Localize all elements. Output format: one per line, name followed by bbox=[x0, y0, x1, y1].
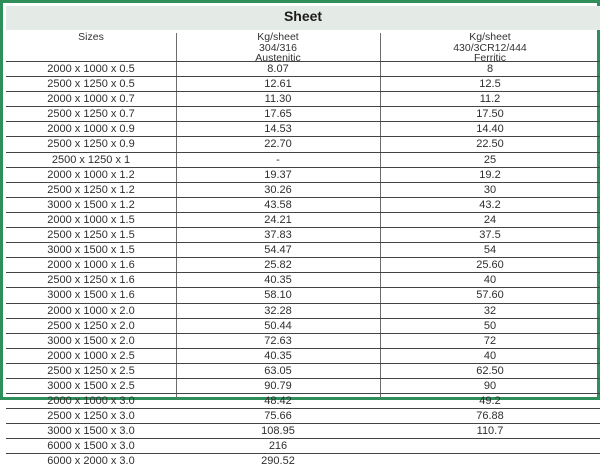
size-cell: 3000 x 1500 x 3.0 bbox=[47, 425, 135, 438]
austenitic-weight-cell: 63.05 bbox=[264, 364, 292, 377]
ferritic-weight-cell: 76.88 bbox=[476, 410, 504, 423]
table-row bbox=[6, 121, 600, 136]
table-row bbox=[6, 152, 600, 167]
size-cell: 6000 x 1500 x 3.0 bbox=[47, 440, 135, 453]
table-row bbox=[6, 227, 600, 242]
size-cell: 3000 x 1500 x 1.5 bbox=[47, 244, 135, 257]
size-cell: 2000 x 1000 x 1.5 bbox=[47, 213, 135, 226]
table-header bbox=[6, 30, 600, 64]
column-header-ferritic bbox=[380, 30, 600, 63]
table-row bbox=[6, 136, 600, 151]
size-cell: 6000 x 2000 x 3.0 bbox=[47, 455, 135, 468]
table-row bbox=[6, 408, 600, 423]
austenitic-weight-cell: 11.30 bbox=[264, 93, 292, 106]
size-cell: 2000 x 1000 x 0.9 bbox=[47, 123, 135, 136]
austenitic-weight-cell: 37.83 bbox=[264, 229, 292, 242]
table-row bbox=[6, 363, 600, 378]
austenitic-weight-cell: 24.21 bbox=[264, 213, 292, 226]
column-header-austenitic bbox=[176, 30, 380, 63]
ferritic-weight-cell bbox=[380, 439, 600, 453]
table-row bbox=[6, 167, 600, 182]
size-cell: 2500 x 1250 x 0.7 bbox=[47, 108, 135, 121]
ferritic-weight-cell: 37.5 bbox=[479, 229, 501, 242]
ferritic-weight-cell: 54 bbox=[483, 244, 497, 257]
ferritic-weight-cell: 40 bbox=[483, 274, 497, 287]
size-cell: 2500 x 1250 x 1.6 bbox=[47, 274, 135, 287]
header-line: 304/316 bbox=[259, 41, 297, 54]
table-row bbox=[6, 287, 600, 302]
table-body bbox=[6, 61, 600, 469]
ferritic-weight-cell: 40 bbox=[483, 349, 497, 362]
austenitic-weight-cell: 75.66 bbox=[264, 410, 292, 423]
table-row bbox=[6, 333, 600, 348]
austenitic-weight-cell: 40.35 bbox=[264, 349, 292, 362]
table-row bbox=[6, 453, 600, 468]
austenitic-weight-cell: 290.52 bbox=[261, 455, 295, 468]
size-cell: 2000 x 1000 x 2.0 bbox=[47, 304, 135, 317]
austenitic-weight-cell: 40.35 bbox=[264, 274, 292, 287]
ferritic-weight-cell: 90 bbox=[483, 379, 497, 392]
header-line: Ferritic bbox=[473, 52, 507, 64]
table-row bbox=[6, 76, 600, 91]
table-row bbox=[6, 197, 600, 212]
ferritic-weight-cell: 43.2 bbox=[479, 198, 501, 211]
ferritic-weight-cell: 22.50 bbox=[476, 138, 504, 151]
size-cell: 2500 x 1250 x 0.5 bbox=[47, 78, 135, 91]
austenitic-weight-cell: 50.44 bbox=[264, 319, 292, 332]
austenitic-weight-cell: 14.53 bbox=[264, 123, 292, 136]
ferritic-weight-cell: 25.60 bbox=[476, 259, 504, 272]
austenitic-weight-cell: 17.65 bbox=[264, 108, 292, 121]
size-cell: 3000 x 1500 x 2.5 bbox=[47, 379, 135, 392]
ferritic-weight-cell: 30 bbox=[483, 183, 497, 196]
table-row bbox=[6, 242, 600, 257]
ferritic-weight-cell: 25 bbox=[483, 153, 497, 166]
ferritic-weight-cell: 72 bbox=[483, 334, 497, 347]
table-row bbox=[6, 61, 600, 76]
size-cell: 2000 x 1000 x 2.5 bbox=[47, 349, 135, 362]
ferritic-weight-cell: 49.2 bbox=[479, 395, 501, 408]
ferritic-weight-cell: 62.50 bbox=[476, 364, 504, 377]
austenitic-weight-cell: - bbox=[276, 153, 280, 166]
table-row bbox=[6, 182, 600, 197]
ferritic-weight-cell: 17.50 bbox=[476, 108, 504, 121]
size-cell: 2500 x 1250 x 1.2 bbox=[47, 183, 135, 196]
table-row bbox=[6, 318, 600, 333]
size-cell: 2000 x 1000 x 1.2 bbox=[47, 168, 135, 181]
table-row bbox=[6, 348, 600, 363]
austenitic-weight-cell: 19.37 bbox=[264, 168, 292, 181]
austenitic-weight-cell: 30.26 bbox=[264, 183, 292, 196]
ferritic-weight-cell: 12.5 bbox=[479, 78, 501, 91]
austenitic-weight-cell: 25.82 bbox=[264, 259, 292, 272]
austenitic-weight-cell: 58.10 bbox=[264, 289, 292, 302]
table-row bbox=[6, 272, 600, 287]
ferritic-weight-cell: 19.2 bbox=[479, 168, 501, 181]
size-cell: 2500 x 1250 x 1 bbox=[51, 153, 131, 166]
size-cell: 2000 x 1000 x 1.6 bbox=[47, 259, 135, 272]
ferritic-weight-cell: 8 bbox=[486, 63, 494, 75]
ferritic-weight-cell: 24 bbox=[483, 213, 497, 226]
header-line: Sizes bbox=[78, 31, 104, 43]
table-row bbox=[6, 378, 600, 393]
size-cell: 3000 x 1500 x 2.0 bbox=[47, 334, 135, 347]
header-line: Kg/sheet bbox=[469, 31, 511, 43]
size-cell: 2000 x 1000 x 0.5 bbox=[47, 63, 135, 75]
table-title: Sheet bbox=[6, 6, 600, 30]
austenitic-weight-cell: 8.07 bbox=[267, 63, 289, 75]
austenitic-weight-cell: 108.95 bbox=[261, 425, 295, 438]
table-row bbox=[6, 423, 600, 438]
table-row bbox=[6, 438, 600, 453]
size-cell: 2500 x 1250 x 3.0 bbox=[47, 410, 135, 423]
ferritic-weight-cell: 57.60 bbox=[476, 289, 504, 302]
header-line: 430/3CR12/444 bbox=[453, 41, 527, 54]
ferritic-weight-cell bbox=[380, 454, 600, 468]
header-line: Kg/sheet bbox=[257, 31, 299, 43]
austenitic-weight-cell: 22.70 bbox=[264, 138, 292, 151]
size-cell: 3000 x 1500 x 1.6 bbox=[47, 289, 135, 302]
table-row bbox=[6, 91, 600, 106]
table-row bbox=[6, 257, 600, 272]
size-cell: 2000 x 1000 x 3.0 bbox=[47, 395, 135, 408]
ferritic-weight-cell: 110.7 bbox=[476, 425, 504, 438]
austenitic-weight-cell: 48.42 bbox=[264, 395, 292, 408]
ferritic-weight-cell: 11.2 bbox=[479, 93, 501, 106]
table-row bbox=[6, 212, 600, 227]
size-cell: 2500 x 1250 x 2.0 bbox=[47, 319, 135, 332]
austenitic-weight-cell: 32.28 bbox=[264, 304, 292, 317]
austenitic-weight-cell: 12.61 bbox=[264, 78, 292, 91]
austenitic-weight-cell: 90.79 bbox=[264, 379, 292, 392]
ferritic-weight-cell: 14.40 bbox=[476, 123, 504, 136]
size-cell: 2500 x 1250 x 2.5 bbox=[47, 364, 135, 377]
table-row bbox=[6, 303, 600, 318]
size-cell: 2500 x 1250 x 1.5 bbox=[47, 229, 135, 242]
austenitic-weight-cell: 216 bbox=[268, 440, 288, 453]
table-row bbox=[6, 106, 600, 121]
size-cell: 3000 x 1500 x 1.2 bbox=[47, 198, 135, 211]
size-cell: 2500 x 1250 x 0.9 bbox=[47, 138, 135, 151]
ferritic-weight-cell: 50 bbox=[483, 319, 497, 332]
size-cell: 2000 x 1000 x 0.7 bbox=[47, 93, 135, 106]
column-header-sizes bbox=[6, 30, 176, 63]
header-line: Austenitic bbox=[255, 52, 301, 64]
austenitic-weight-cell: 43.58 bbox=[264, 198, 292, 211]
ferritic-weight-cell: 32 bbox=[483, 304, 497, 317]
table-row bbox=[6, 393, 600, 408]
austenitic-weight-cell: 72.63 bbox=[264, 334, 292, 347]
austenitic-weight-cell: 54.47 bbox=[264, 244, 292, 257]
